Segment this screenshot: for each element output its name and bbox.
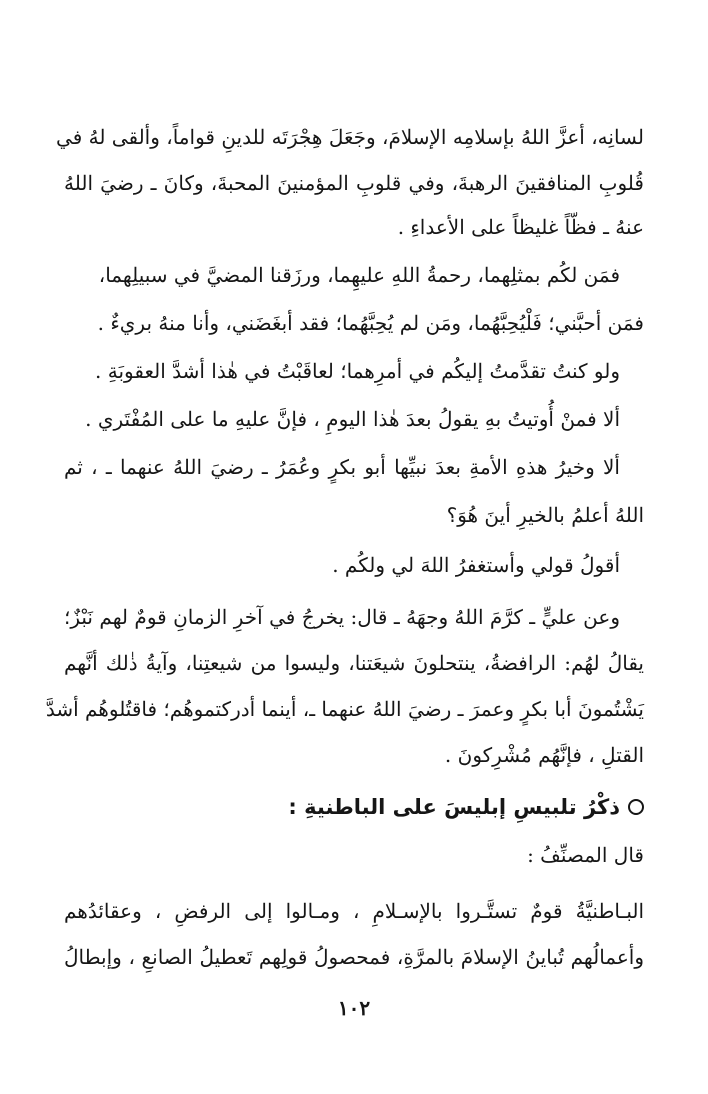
paragraph-line: وعن عليٍّ ـ كرَّمَ اللهُ وجهَهُ ـ قال: يخرجُ في آخرِ الزمانِ قومٌ لهم نَبْزٌ؛ [64, 605, 620, 629]
paragraph-line: فمَن أحبَّني؛ فَلْيُحِبَّهُما، ومَن لم يُحِبَّهُما؛ فقد أبغَضَني، وأنا منهُ بريءٌ . [97, 311, 644, 335]
paragraph-line: لسانِه، أعزَّ اللهُ بإسلامِه الإسلامَ، وجَعَلَ هِجْرَتَه للدينِ قواماً، وألقى لهُ في [56, 125, 644, 149]
paragraph-line: القتلِ ، فإنَّهُم مُشْرِكونَ . [444, 743, 644, 767]
section-heading-row [64, 790, 644, 824]
paragraph-line: البـاطنيَّةُ قومٌ تستَّـروا بالإسـلامِ ، ومـالوا إلى الرفضِ ، وعقائدُهم [64, 899, 644, 923]
paragraph-line: فمَن لكُم بمثلِهما، رحمةُ اللهِ عليهِما، ورزَقنا المضيَّ في سبيلِهما، [98, 263, 620, 287]
circle-bullet-icon [628, 799, 644, 815]
author-said-line: قال المصنِّفُ : [527, 843, 644, 867]
paragraph-line: أقولُ قولي وأستغفرُ اللهَ لي ولكُم . [332, 553, 620, 577]
paragraph-line: عنهُ ـ فظّاً غليظاً على الأعداءِ . [397, 215, 644, 239]
paragraph-line: يقالُ لهُم: الرافضةُ، ينتحلونَ شيعَتنا، وليسوا من شيعتِنا، وآيةُ ذٰلك أنَّهم [64, 651, 644, 675]
paragraph-line: يَشْتُمونَ أبا بكرٍ وعمرَ ـ رضيَ اللهُ عنهما ـ، أينما أدركتموهُم؛ فاقتُلوهُم أشدَّ [45, 697, 644, 721]
paragraph-line: وأعمالُهم تُباينُ الإسلامَ بالمرَّةِ، فمحصولُ قولِهم تَعطيلُ الصانعِ ، وإبطالُ [64, 945, 645, 969]
paragraph-line: اللهُ أعلمُ بالخيرِ أينَ هُوَ؟ [446, 503, 644, 527]
paragraph-line: ولو كنتُ تقدَّمتُ إليكُم في أمرِهما؛ لعاقَبْتُ في هٰذا أشدَّ العقوبَةِ . [95, 359, 620, 383]
section-heading: ذكْرُ تلبيسِ إبليسَ على الباطنيةِ : [288, 795, 620, 819]
page-number: ١٠٢ [337, 996, 371, 1020]
paragraph-line: قُلوبِ المنافقينَ الرهبةَ، وفي قلوبِ المؤمنينَ المحبةَ، وكانَ ـ رضيَ اللهُ [64, 171, 644, 195]
paragraph-line: ألا فمنْ أُوتيتُ بهِ يقولُ بعدَ هٰذا اليومِ ، فإنَّ عليهِ ما على المُفْتَري . [85, 407, 620, 431]
paragraph-line: ألا وخيرُ هذهِ الأمةِ بعدَ نبيِّها أبو بكرٍ وعُمَرُ ـ رضيَ اللهُ عنهما ـ ، ثم [64, 455, 620, 479]
